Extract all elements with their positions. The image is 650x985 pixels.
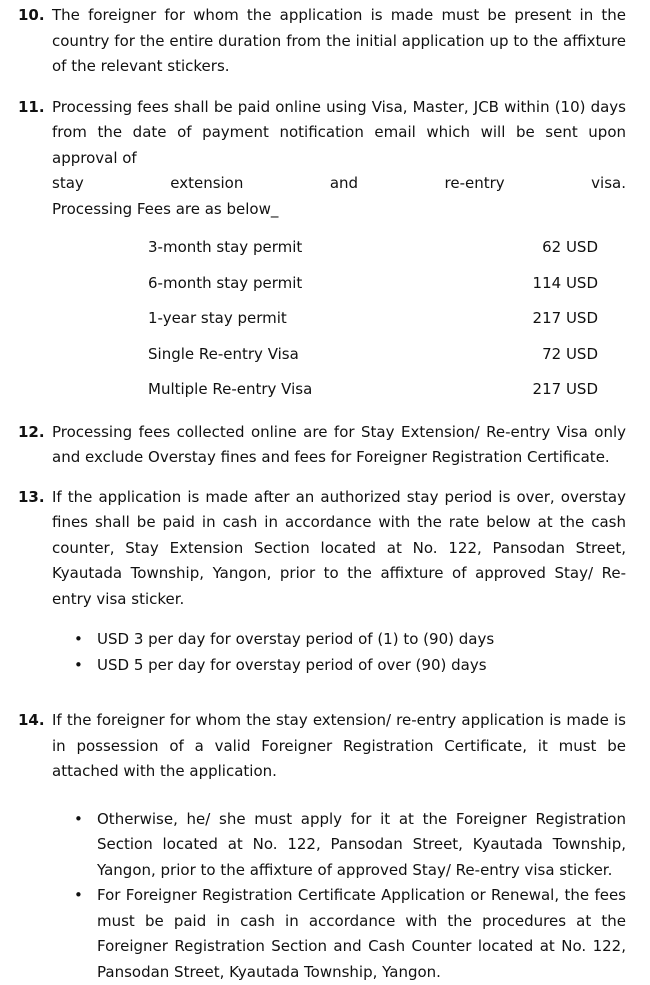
fee-item: Multiple Re-entry Visa [148, 380, 313, 399]
fee-row [148, 337, 598, 373]
item-text: The foreigner for whom the application is made must be present in the country for the entire duration from the initial application up to the affixture of the relevant stickers. [52, 6, 626, 75]
item-number: 14. [18, 711, 45, 730]
fee-item: 1-year stay permit [148, 309, 287, 328]
item-text: If the application is made after an authorized stay period is over, overstay fines shall be paid in cash in accordance with the rate below at the cash counter, Stay Extension Section located at No. 122, Pansodan Street, Kyautada Township, Yangon, prior to the affixture of approved Stay/ Re-entry visa sticker. [52, 487, 626, 608]
fee-row [148, 372, 598, 408]
fee-row [148, 230, 598, 266]
item-text-justified-line: stay extension and re-entry visa. [52, 174, 626, 192]
fee-item: 3-month stay permit [148, 238, 303, 256]
fee-amount: 62 USD [542, 238, 598, 256]
item-text: Processing fees collected online are for Stay Extension/ Re-entry Visa only and exclude Overstay fines and fees for Foreigner Registration Certificate. [52, 422, 626, 467]
list-item-14 [0, 708, 650, 785]
fee-item: Single Re-entry Visa [148, 344, 299, 363]
overstay-bullet-list [52, 627, 650, 678]
fee-amount: 217 USD [532, 309, 598, 328]
item-number: 11. [18, 97, 45, 116]
fee-amount: 114 USD [532, 273, 598, 292]
item-number: 12. [18, 422, 45, 441]
list-item-10 [0, 3, 650, 80]
list-item-11 [0, 95, 650, 408]
fee-amount: 217 USD [532, 380, 598, 399]
item-text: If the foreigner for whom the stay extension/ re-entry application is made is in possession of a valid Foreigner Registration Certificate, it must be attached with the application. [52, 711, 626, 781]
list-item-13 [0, 485, 650, 613]
fee-item: 6-month stay permit [148, 273, 303, 292]
bullet-item: • Otherwise, he/ she must apply for it at the Foreigner Registration Section located at No. 122, Pansodan Street, Kyautada Township, Yangon, prior to the affixture of approved Stay/ Re-entry visa sticker. [52, 807, 650, 884]
fees-table [148, 230, 598, 408]
fee-row [148, 301, 598, 337]
item-text: Processing fees shall be paid online using Visa, Master, JCB within (10) days from the date of payment notification email which will be sent upon approval of [52, 97, 626, 167]
registration-bullet-list [52, 807, 650, 985]
fee-row [148, 266, 598, 302]
bullet-item: • USD 3 per day for overstay period of (1) to (90) days [52, 627, 650, 653]
bullet-item: • For Foreigner Registration Certificate Application or Renewal, the fees must be paid in cash in accordance with the procedures at the Foreigner Registration Section and Cash Counter located at No. 122, Pansodan Street, Kyautada Township, Yangon. [52, 883, 650, 985]
item-number: 10. [18, 6, 45, 24]
fee-amount: 72 USD [542, 344, 598, 363]
item-number: 13. [18, 487, 45, 506]
fees-intro: Processing Fees are as below_ [52, 199, 279, 218]
bullet-item: • USD 5 per day for overstay period of over (90) days [52, 653, 650, 679]
list-item-12 [0, 420, 650, 471]
document-page [0, 3, 650, 985]
